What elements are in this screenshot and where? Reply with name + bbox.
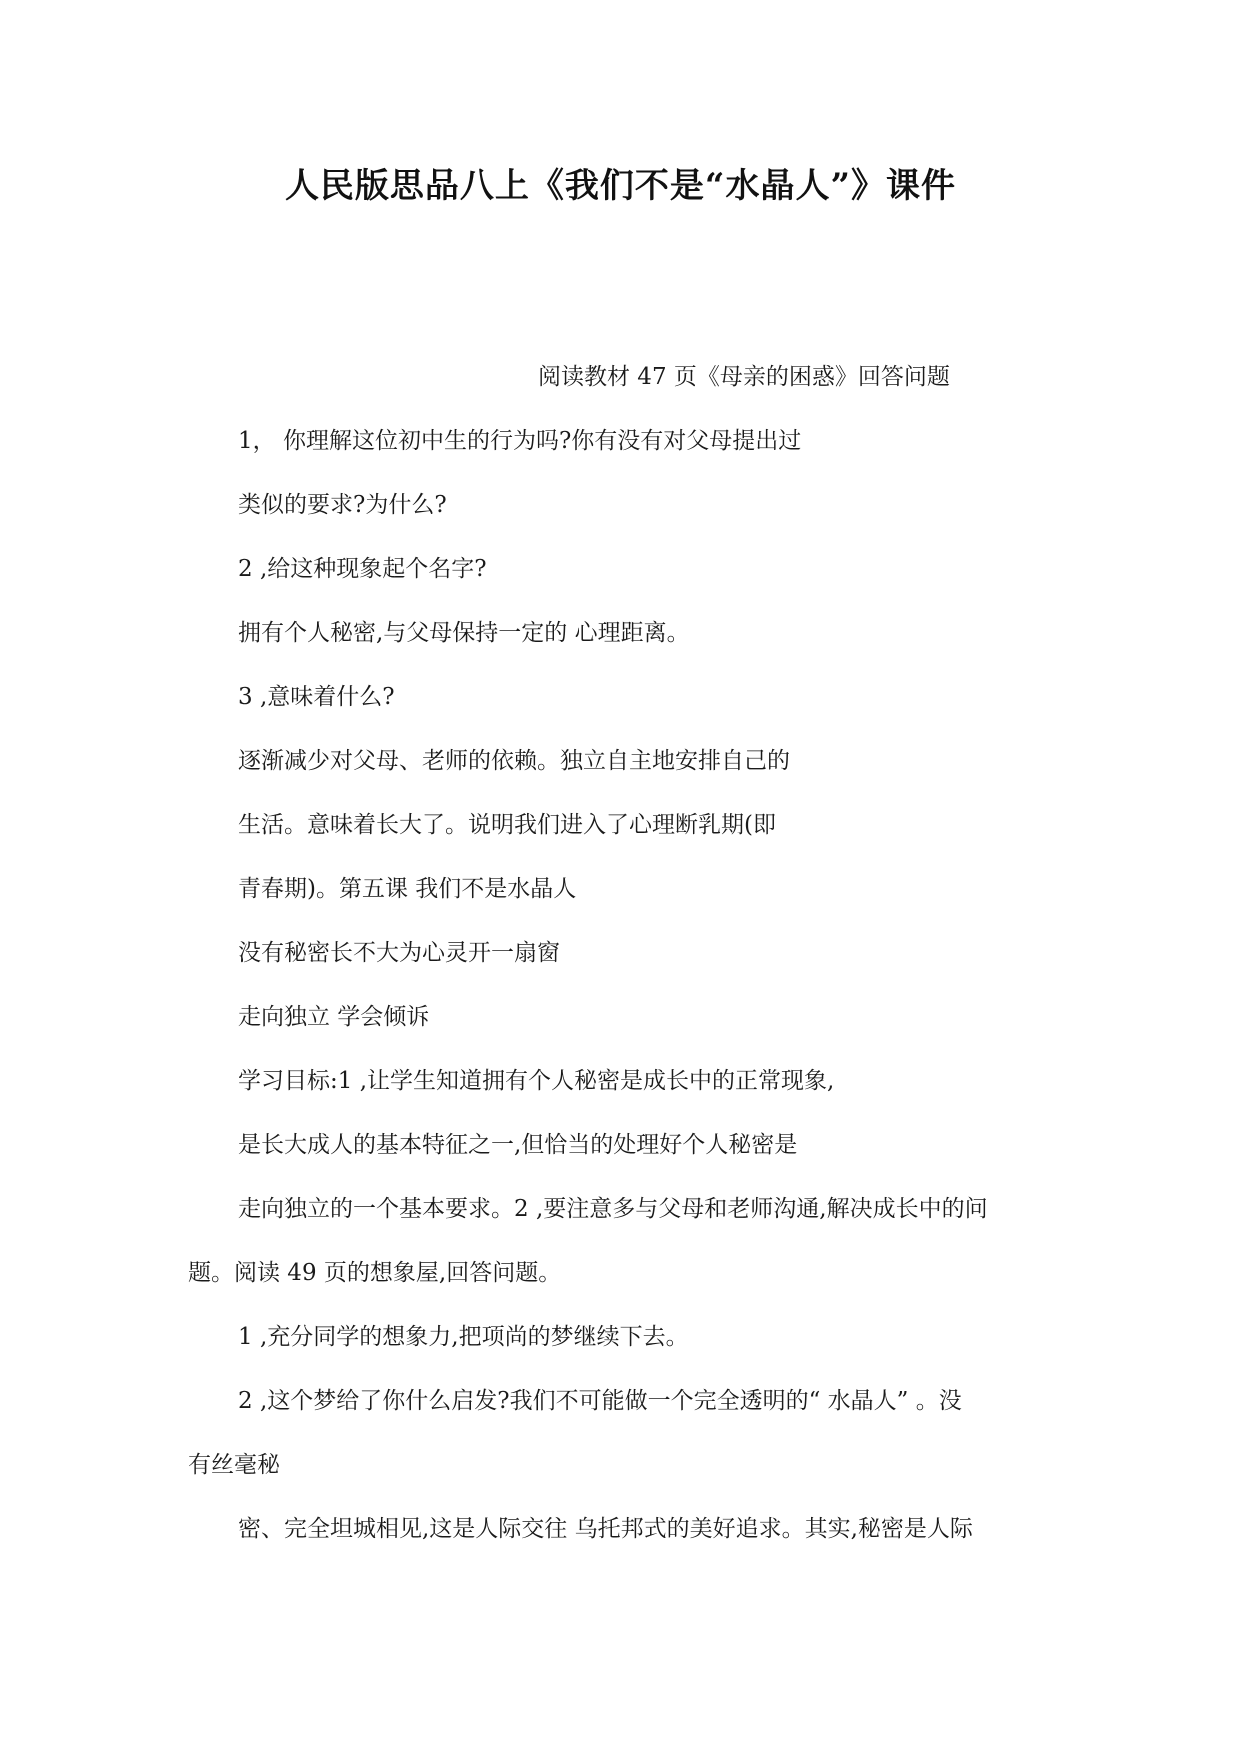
body-line: 有丝毫秘 <box>188 1452 280 1478</box>
section-heading: 阅读教材 47 页《母亲的困惑》回答问题 <box>538 364 950 390</box>
body-line: 走向独立的一个基本要求。2 ,要注意多与父母和老师沟通,解决成长中的问 <box>238 1196 988 1222</box>
body-line: 类似的要求?为什么? <box>238 492 447 518</box>
body-line: 生活。意味着长大了。说明我们进入了心理断乳期(即 <box>238 812 776 838</box>
body-line: 走向独立 学会倾诉 <box>238 1004 430 1030</box>
document-title: 人民版思品八上《我们不是“水晶人”》课件 <box>284 166 957 206</box>
body-line: 学习目标:1 ,让学生知道拥有个人秘密是成长中的正常现象, <box>238 1068 835 1094</box>
body-line: 2 ,这个梦给了你什么启发?我们不可能做一个完全透明的“ 水晶人” 。没 <box>238 1388 962 1414</box>
body-line: 是长大成人的基本特征之一,但恰当的处理好个人秘密是 <box>238 1132 798 1158</box>
body-line: 青春期)。第五课 我们不是水晶人 <box>238 876 577 902</box>
body-line: 题。阅读 49 页的想象屋,回答问题。 <box>188 1260 562 1286</box>
body-line: 逐渐减少对父母、老师的依赖。独立自主地安排自己的 <box>238 748 790 774</box>
body-line: 3 ,意味着什么? <box>238 684 395 710</box>
body-line: 1， 你理解这位初中生的行为吗?你有没有对父母提出过 <box>238 428 802 454</box>
body-line: 2 ,给这种现象起个名字? <box>238 556 487 582</box>
body-line: 密、完全坦城相见,这是人际交往 乌托邦式的美好追求。其实,秘密是人际 <box>238 1516 973 1542</box>
body-line: 没有秘密长不大为心灵开一扇窗 <box>238 940 560 966</box>
body-line: 拥有个人秘密,与父母保持一定的 心理距离。 <box>238 620 690 646</box>
body-line: 1 ,充分同学的想象力,把项尚的梦继续下去。 <box>238 1324 689 1350</box>
